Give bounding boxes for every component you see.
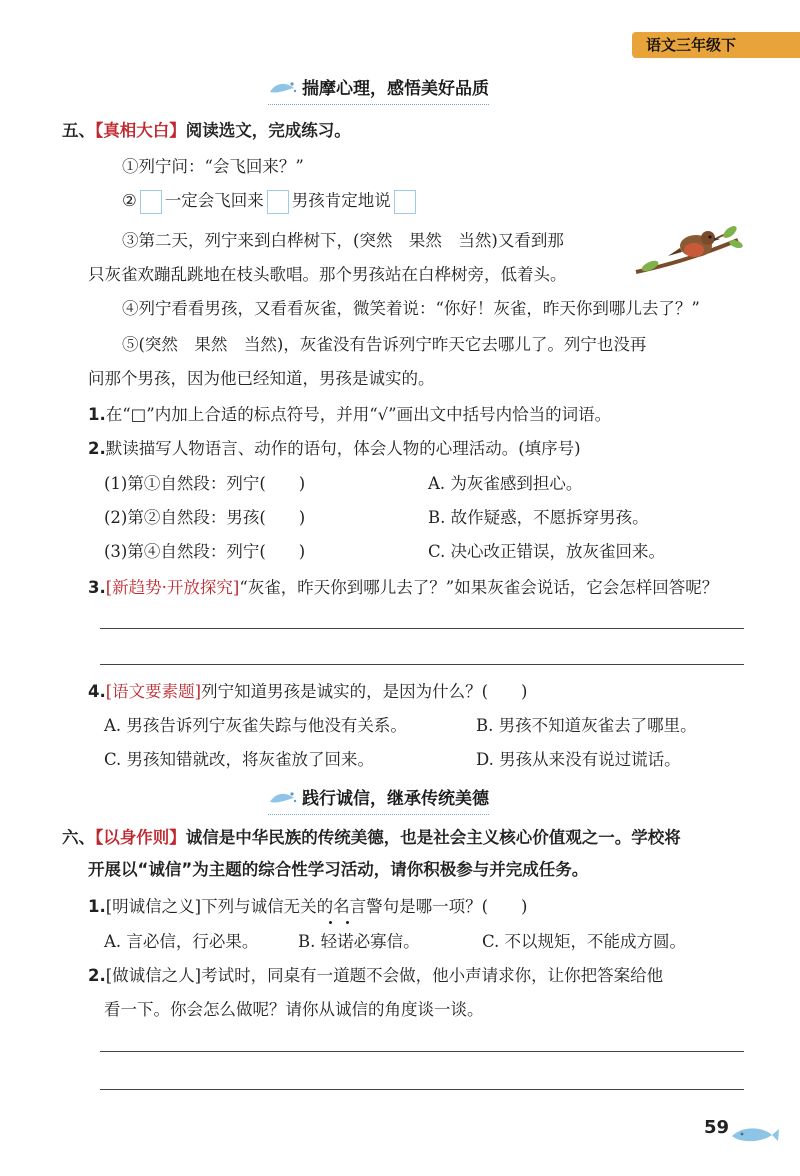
bird-on-branch-illustration bbox=[634, 220, 744, 280]
answer-line[interactable] bbox=[100, 664, 744, 665]
answer-line[interactable] bbox=[100, 628, 744, 629]
q6-intro-line-2: 开展以“诚信”为主题的综合性学习活动，请你积极参与并完成任务。 bbox=[88, 860, 589, 879]
section-heading-2 bbox=[268, 784, 489, 809]
option-b: B. 男孩不知道灰雀去了哪里。 bbox=[476, 716, 697, 735]
passage-para-1: ①列宁问：“会飞回来？” bbox=[122, 157, 304, 176]
passage-para-2 bbox=[122, 189, 419, 214]
para-2-text-a: 一定会飞回来 bbox=[164, 191, 264, 210]
q6-intro-line-1: 诚信是中华民族的传统美德，也是社会主义核心价值观之一。学校将 bbox=[185, 828, 681, 847]
punctuation-box[interactable] bbox=[267, 190, 289, 214]
q5-sub-2 bbox=[88, 437, 581, 461]
q6-sub-1-tag: [明诚信之义] bbox=[105, 897, 202, 916]
q5-sub-1-text: 在“□”内加上合适的标点符号，并用“√”画出文中括号内恰当的词语。 bbox=[105, 405, 612, 424]
answer-line[interactable] bbox=[100, 1089, 744, 1090]
q5-tag: 【真相大白】 bbox=[95, 121, 186, 140]
section-heading-1 bbox=[268, 74, 489, 99]
punctuation-box[interactable] bbox=[140, 190, 162, 214]
passage-para-5-line-1: ⑤(突然 果然 当然)，灰雀没有告诉列宁昨天它去哪儿了。列宁也没再 bbox=[122, 335, 647, 354]
fish-decoration-icon bbox=[728, 1124, 780, 1146]
q5-sub-3-tag: [新趋势·开放探究] bbox=[105, 578, 240, 597]
q5-sub-1 bbox=[88, 403, 611, 427]
q6-sub-1-text: 下列与诚信无关的名言警句是哪一项？( ) bbox=[201, 897, 528, 916]
q6-heading bbox=[62, 826, 681, 850]
matching-right-3: C. 决心改正错误，放灰雀回来。 bbox=[428, 542, 666, 561]
q5-heading bbox=[62, 119, 351, 143]
q5-sub-1-number: 1. bbox=[88, 405, 106, 424]
para-2-text-b: 男孩肯定地说 bbox=[291, 191, 391, 210]
matching-right-1: A. 为灰雀感到担心。 bbox=[428, 474, 583, 493]
matching-right-2: B. 故作疑惑，不愿拆穿男孩。 bbox=[428, 508, 649, 527]
punctuation-box[interactable] bbox=[394, 190, 416, 214]
q5-sub-2-number: 2. bbox=[88, 439, 106, 458]
q6-sub-2-text-line-2: 看一下。你会怎么做呢？请你从诚信的角度谈一谈。 bbox=[104, 1000, 484, 1019]
emphasis-dot bbox=[329, 921, 332, 924]
q5-instruction: 阅读选文，完成练习。 bbox=[185, 121, 351, 140]
q5-sub-4-tag: [语文要素题] bbox=[105, 682, 202, 701]
page-number: 59 bbox=[704, 1117, 730, 1138]
option-a: A. 男孩告诉列宁灰雀失踪与他没有关系。 bbox=[104, 716, 407, 735]
matching-left-2: (2)第②自然段：男孩( ) bbox=[104, 508, 306, 527]
q5-sub-3-text: “灰雀，昨天你到哪儿去了？”如果灰雀会说话，它会怎样回答呢？ bbox=[239, 578, 719, 597]
q6-sub-1 bbox=[88, 895, 528, 919]
grade-tab: 语文三年级下 bbox=[632, 32, 800, 58]
section-underline bbox=[268, 814, 489, 815]
q6-sub-2-text-line-1: 考试时，同桌有一道题不会做，他小声请求你，让你把答案给他 bbox=[201, 966, 664, 985]
q6-option-a: A. 言必信，行必果。 bbox=[104, 932, 259, 951]
q6-sub-2 bbox=[88, 964, 663, 988]
section-title-2: 践行诚信，继承传统美德 bbox=[302, 789, 489, 809]
emphasis-dot bbox=[346, 921, 349, 924]
q5-sub-4-text: 列宁知道男孩是诚实的，是因为什么？( ) bbox=[201, 682, 528, 701]
passage-para-3-line-2: 只灰雀欢蹦乱跳地在枝头歌唱。那个男孩站在白桦树旁，低着头。 bbox=[88, 265, 567, 284]
q6-number: 六、 bbox=[62, 828, 95, 847]
q5-sub-4-number: 4. bbox=[88, 682, 106, 701]
passage-para-4: ④列宁看看男孩，又看看灰雀，微笑着说：“你好！灰雀，昨天你到哪儿去了？” bbox=[122, 299, 700, 318]
passage-para-5-line-2: 问那个男孩，因为他已经知道，男孩是诚实的。 bbox=[88, 369, 435, 388]
option-d: D. 男孩从来没有说过谎话。 bbox=[476, 750, 681, 769]
q6-tag: 【以身作则】 bbox=[95, 828, 186, 847]
q5-sub-3-number: 3. bbox=[88, 578, 106, 597]
answer-line[interactable] bbox=[100, 1051, 744, 1052]
leaf-decoration-icon bbox=[268, 790, 298, 808]
q6-sub-1-number: 1. bbox=[88, 897, 106, 916]
para-2-marker: ② bbox=[122, 191, 137, 210]
leaf-decoration-icon bbox=[268, 80, 298, 98]
section-underline bbox=[268, 104, 489, 105]
q6-sub-2-number: 2. bbox=[88, 966, 106, 985]
q5-sub-3 bbox=[88, 576, 718, 600]
q5-sub-4 bbox=[88, 680, 528, 704]
matching-left-1: (1)第①自然段：列宁( ) bbox=[104, 474, 306, 493]
matching-left-3: (3)第④自然段：列宁( ) bbox=[104, 542, 306, 561]
q5-sub-2-text: 默读描写人物语言、动作的语句，体会人物的心理活动。(填序号) bbox=[105, 439, 581, 458]
passage-para-3-line-1: ③第二天，列宁来到白桦树下，(突然 果然 当然)又看到那 bbox=[122, 231, 564, 250]
q5-number: 五、 bbox=[62, 121, 95, 140]
q6-option-b: B. 轻诺必寡信。 bbox=[298, 932, 420, 951]
option-c: C. 男孩知错就改，将灰雀放了回来。 bbox=[104, 750, 375, 769]
q6-sub-2-tag: [做诚信之人] bbox=[105, 966, 202, 985]
section-title-1: 揣摩心理，感悟美好品质 bbox=[302, 79, 489, 99]
q6-option-c: C. 不以规矩，不能成方圆。 bbox=[482, 932, 687, 951]
